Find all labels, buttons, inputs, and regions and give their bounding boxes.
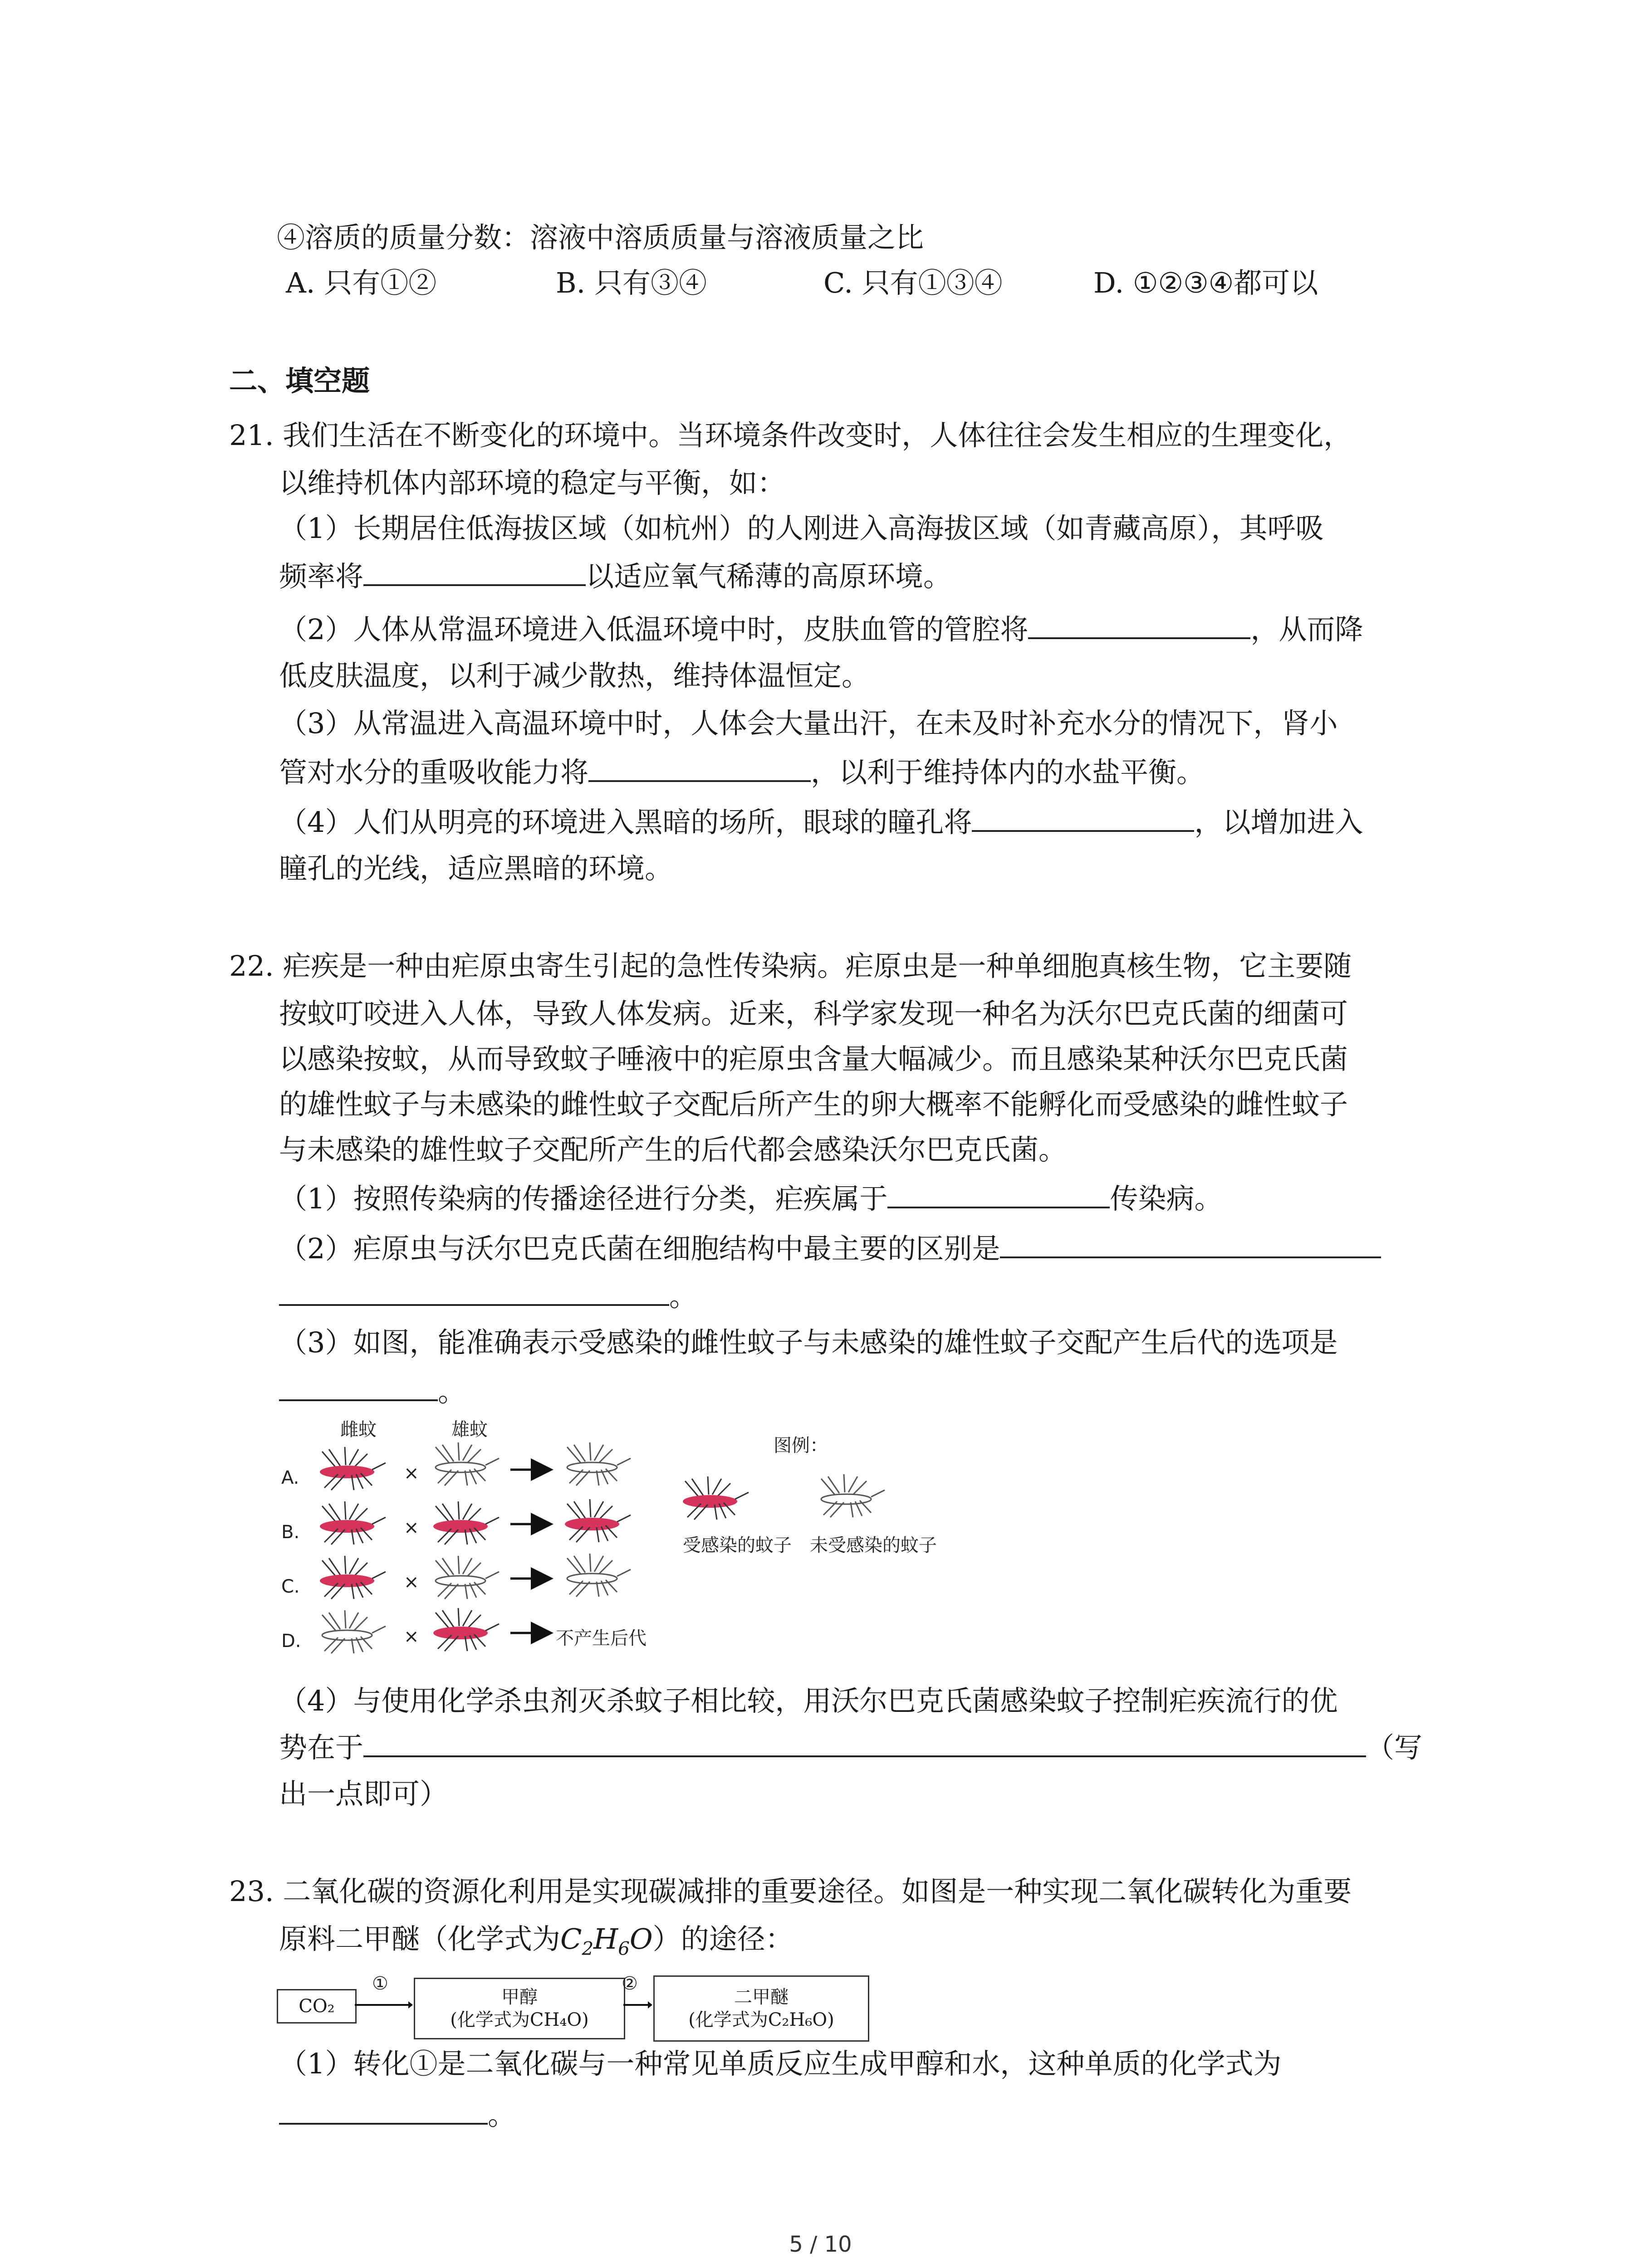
cross-b: × bbox=[404, 1517, 419, 1538]
legend-uninfected-label: 未受感染的蚊子 bbox=[810, 1535, 937, 1556]
step-1-label: ① bbox=[372, 1973, 388, 1994]
methanol-box: 甲醇 (化学式为CH₄O) bbox=[414, 1978, 625, 2039]
q21-p4-b: 瞳孔的光线，适应黑暗的环境。 bbox=[279, 852, 673, 885]
row-c-female bbox=[320, 1556, 386, 1599]
q22-p3: （3）如图，能准确表示受感染的雌性蚊子与未感染的雄性蚊子交配产生后代的选项是 bbox=[279, 1326, 1338, 1359]
q22-p2: （2）疟原虫与沃尔巴克氏菌在细胞结构中最主要的区别是 bbox=[279, 1229, 1381, 1267]
row-d-label: D. bbox=[281, 1631, 301, 1652]
row-c-male bbox=[436, 1556, 499, 1599]
legend-infected-label: 受感染的蚊子 bbox=[683, 1535, 792, 1556]
option-b: B. 只有③④ bbox=[556, 266, 707, 299]
cross-c: × bbox=[404, 1572, 419, 1593]
q22-p4-a: （4）与使用化学杀虫剂灭杀蚊子相比较，用沃尔巴克氏菌感染蚊子控制疟疾流行的优 bbox=[279, 1684, 1338, 1717]
q22-stem-1: 22. 疟疾是一种由疟原虫寄生引起的急性传染病。疟原虫是一种单细胞真核生物，它主要随 bbox=[229, 949, 1352, 982]
option-d: D. ①②③④都可以 bbox=[1093, 266, 1318, 299]
row-b-label: B. bbox=[281, 1522, 300, 1543]
q22-blank-2b[interactable] bbox=[279, 1277, 669, 1306]
no-offspring-label: 不产生后代 bbox=[556, 1628, 647, 1649]
female-label: 雌蚊 bbox=[340, 1419, 377, 1440]
row-d-male bbox=[433, 1608, 499, 1651]
row-b-offspring bbox=[565, 1499, 631, 1542]
cross-a: × bbox=[404, 1463, 419, 1484]
legend-infected-icon bbox=[683, 1476, 749, 1520]
q22-p4-c: 出一点即可） bbox=[279, 1777, 448, 1810]
q22-blank-2a[interactable] bbox=[1000, 1229, 1381, 1258]
option-a: A. 只有①② bbox=[286, 266, 437, 299]
q22-p3-cont: 。 bbox=[279, 1372, 466, 1410]
step-2-label: ② bbox=[622, 1973, 638, 1994]
q21-p1-b: 频率将 以适应氧气稀薄的高原环境。 bbox=[279, 557, 951, 595]
q21-p2-a: （2）人体从常温环境进入低温环境中时，皮肤血管的管腔将 ，从而降 bbox=[279, 610, 1363, 648]
q22-p4-b: 势在于 （写 bbox=[279, 1728, 1422, 1766]
q21-p3-a: （3）从常温进入高温环境中时，人体会大量出汗，在未及时补充水分的情况下，肾小 bbox=[279, 707, 1338, 740]
q22-p2-cont: 。 bbox=[279, 1277, 697, 1315]
q21-blank-1[interactable] bbox=[363, 557, 586, 586]
q21-p1-a: （1）长期居住低海拔区域（如杭州）的人刚进入高海拔区域（如青藏高原），其呼吸 bbox=[279, 512, 1324, 545]
dme-box: 二甲醚 (化学式为C₂H₆O) bbox=[653, 1975, 869, 2042]
option-c: C. 只有①③④ bbox=[823, 266, 1003, 299]
q23-p1: （1）转化①是二氧化碳与一种常见单质反应生成甲醇和水，这种单质的化学式为 bbox=[279, 2047, 1282, 2080]
page-number: 5 / 10 bbox=[789, 2232, 852, 2257]
q22-stem-5: 与未感染的雄性蚊子交配所产生的后代都会感染沃尔巴克氏菌。 bbox=[279, 1133, 1067, 1166]
q22-blank-3[interactable] bbox=[279, 1372, 438, 1401]
q22-blank-1[interactable] bbox=[887, 1179, 1110, 1208]
row-a-male bbox=[436, 1442, 499, 1486]
row-a-offspring bbox=[567, 1442, 631, 1486]
row-c-label: C. bbox=[281, 1576, 300, 1597]
q22-stem-3: 以感染按蚊，从而导致蚊子唾液中的疟原虫含量大幅减少。而且感染某种沃尔巴克氏菌 bbox=[279, 1042, 1348, 1075]
row-c-offspring bbox=[567, 1554, 631, 1597]
row-b-female bbox=[320, 1501, 386, 1545]
q23-stem-2: 原料二甲醚（化学式为$C_2H_6O$）的途径： bbox=[279, 1922, 794, 1960]
arrow-1 bbox=[355, 1996, 414, 2014]
legend-uninfected-icon bbox=[821, 1474, 885, 1517]
row-a-label: A. bbox=[281, 1467, 299, 1488]
q23-blank-1[interactable] bbox=[279, 2096, 488, 2125]
q23-stem-1: 23. 二氧化碳的资源化利用是实现碳减排的重要途径。如图是一种实现二氧化碳转化为重要 bbox=[229, 1875, 1352, 1908]
q21-stem-2: 以维持机体内部环境的稳定与平衡，如： bbox=[279, 466, 786, 499]
q21-p4-a: （4）人们从明亮的环境进入黑暗的场所，眼球的瞳孔将 ，以增加进入 bbox=[279, 803, 1363, 841]
co2-box: CO₂ bbox=[277, 1989, 357, 2024]
q21-blank-3[interactable] bbox=[588, 753, 811, 782]
row-b-male bbox=[433, 1501, 499, 1545]
q21-stem-1: 21. 我们生活在不断变化的环境中。当环境条件改变时，人体往往会发生相应的生理变化， bbox=[229, 419, 1352, 452]
q23-p1-cont: 。 bbox=[279, 2096, 516, 2133]
q22-stem-2: 按蚊叮咬进入人体，导致人体发病。近来，科学家发现一种名为沃尔巴克氏菌的细菌可 bbox=[279, 997, 1348, 1030]
q21-blank-4[interactable] bbox=[972, 803, 1194, 832]
row-a-female bbox=[320, 1447, 386, 1490]
q22-p1: （1）按照传染病的传播途径进行分类，疟疾属于 传染病。 bbox=[279, 1179, 1222, 1217]
q22-stem-4: 的雄性蚊子与未感染的雌性蚊子交配后所产生的卵大概率不能孵化而受感染的雌性蚊子 bbox=[279, 1088, 1348, 1121]
q21-p2-b: 低皮肤温度，以利于减少散热，维持体温恒定。 bbox=[279, 659, 870, 692]
item-4: ④溶质的质量分数：溶液中溶质质量与溶液质量之比 bbox=[277, 221, 924, 254]
cross-d: × bbox=[404, 1626, 419, 1647]
legend-title: 图例： bbox=[774, 1435, 828, 1456]
section-title: 二、填空题 bbox=[229, 364, 370, 397]
mosquito-figure bbox=[272, 1415, 998, 1669]
row-d-female bbox=[322, 1610, 386, 1653]
dme-formula-inline: $C_2H_6O$ bbox=[560, 1922, 653, 1960]
q21-p3-b: 管对水分的重吸收能力将 ，以利于维持体内的水盐平衡。 bbox=[279, 753, 1205, 791]
male-label: 雄蚊 bbox=[451, 1419, 488, 1440]
arrow-2 bbox=[623, 1996, 653, 2014]
q21-blank-2[interactable] bbox=[1028, 610, 1250, 639]
q22-blank-4[interactable] bbox=[363, 1728, 1366, 1757]
